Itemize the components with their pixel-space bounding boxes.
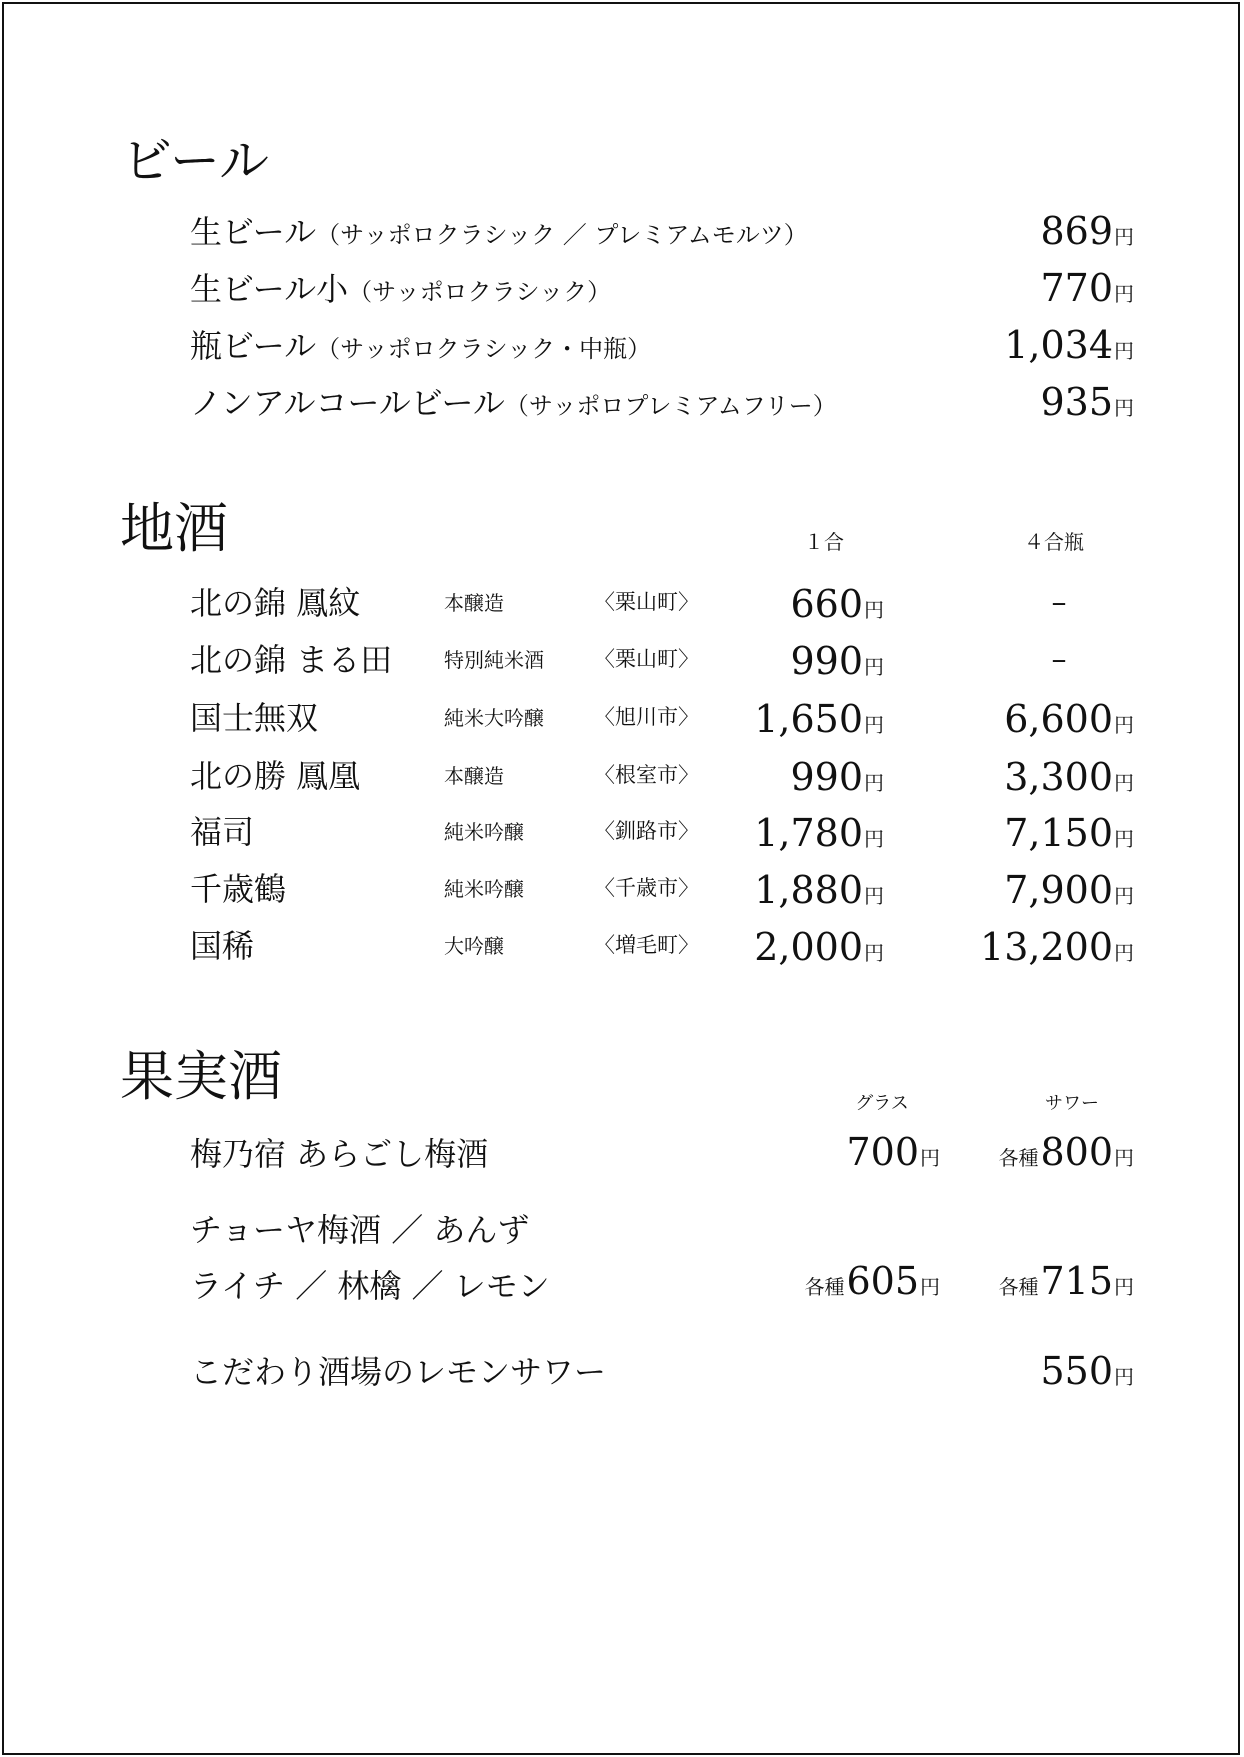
yen-unit: 円	[920, 1146, 940, 1170]
sake-item-grade: 大吟醸	[444, 934, 504, 958]
beer-item-note: （サッポロクラシック）	[348, 278, 612, 306]
sake-item-price-4go: –	[1051, 642, 1067, 677]
sake-item-origin: 〈根室市〉	[594, 763, 699, 787]
sake-item-grade: 純米大吟醸	[444, 706, 544, 730]
sake-item-grade: 本醸造	[444, 591, 504, 615]
yen-unit: 円	[1114, 1275, 1134, 1299]
sake-item-grade: 純米吟醸	[444, 877, 524, 901]
sake-item-grade: 特別純米酒	[444, 648, 544, 672]
sake-col-header-4go: ４合瓶	[1024, 530, 1084, 554]
yen-unit: 円	[1114, 282, 1134, 306]
sake-item-origin: 〈千歳市〉	[594, 876, 699, 900]
sake-item-grade: 本醸造	[444, 764, 504, 788]
yen-unit: 円	[1114, 1365, 1134, 1389]
yen-unit: 円	[864, 941, 884, 965]
yen-unit: 円	[1114, 396, 1134, 420]
sake-col-header-1go: １合	[804, 530, 844, 554]
fruit-item-price-sour: 各種800円	[998, 1130, 1134, 1174]
kind-label: 各種	[998, 1275, 1039, 1299]
yen-unit: 円	[1114, 827, 1134, 851]
sake-item-price-4go: 6,600円	[1004, 697, 1134, 741]
yen-unit: 円	[1114, 941, 1134, 965]
fruit-col-header-glass: グラス	[855, 1093, 909, 1114]
sake-section-title: 地酒	[120, 497, 228, 560]
fruit-item-name: 梅乃宿 あらごし梅酒	[190, 1135, 489, 1173]
beer-item-name: 生ビール小（サッポロクラシック）	[190, 270, 612, 308]
beer-item-price: 770円	[1040, 266, 1134, 310]
beer-item-note: （サッポロクラシック ／ プレミアムモルツ）	[316, 221, 808, 249]
fruit-item-price-glass: 700円	[846, 1130, 940, 1174]
sake-item-price-1go: 1,880円	[754, 868, 884, 912]
sake-item-name: 福司	[190, 813, 255, 851]
yen-unit: 円	[920, 1275, 940, 1299]
sake-item-name: 北の錦 まる田	[190, 641, 393, 679]
sake-item-price-4go: 3,300円	[1004, 755, 1134, 799]
sake-item-name: 千歳鶴	[190, 870, 287, 908]
beer-item-name: ノンアルコールビール（サッポロプレミアムフリー）	[190, 384, 837, 422]
sake-item-origin: 〈旭川市〉	[594, 705, 699, 729]
sake-item-price-1go: 660円	[790, 582, 884, 626]
fruit-item-price-sour: 各種715円	[998, 1259, 1134, 1303]
beer-item-note: （サッポロクラシック・中瓶）	[316, 335, 652, 363]
sake-item-name: 国稀	[190, 927, 255, 965]
sake-item-name: 国士無双	[190, 699, 319, 737]
yen-unit: 円	[864, 827, 884, 851]
fruit-item-name-line1: チョーヤ梅酒 ／ あんず	[190, 1211, 530, 1249]
beer-section-title: ビール	[122, 132, 269, 190]
fruit-item-name: こだわり酒場のレモンサワー	[190, 1353, 607, 1391]
yen-unit: 円	[864, 655, 884, 679]
yen-unit: 円	[864, 598, 884, 622]
sake-item-price-1go: 1,780円	[754, 811, 884, 855]
yen-unit: 円	[864, 713, 884, 737]
beer-item-price: 869円	[1040, 209, 1134, 253]
beer-item-price: 935円	[1040, 380, 1134, 424]
fruit-section-title: 果実酒	[120, 1045, 282, 1108]
yen-unit: 円	[864, 884, 884, 908]
sake-item-price-1go: 990円	[790, 639, 884, 683]
beer-item-price: 1,034円	[1004, 323, 1134, 367]
kind-label: 各種	[804, 1275, 845, 1299]
beer-item-name: 瓶ビール（サッポロクラシック・中瓶）	[190, 327, 652, 365]
sake-item-price-1go: 2,000円	[754, 925, 884, 969]
sake-item-grade: 純米吟醸	[444, 820, 524, 844]
fruit-item-name-line2: ライチ ／ 林檎 ／ レモン	[190, 1267, 550, 1305]
yen-unit: 円	[1114, 884, 1134, 908]
yen-unit: 円	[1114, 713, 1134, 737]
beer-item-note: （サッポロプレミアムフリー）	[504, 392, 837, 420]
beer-item-name: 生ビール（サッポロクラシック ／ プレミアムモルツ）	[190, 213, 808, 251]
fruit-item-price: 550円	[1040, 1349, 1134, 1393]
sake-item-name: 北の錦 鳳紋	[190, 584, 361, 622]
fruit-item-price-glass: 各種605円	[804, 1259, 940, 1303]
menu-page	[2, 2, 1240, 1755]
sake-item-price-4go: 7,150円	[1004, 811, 1134, 855]
sake-item-price-4go: 13,200円	[980, 925, 1134, 969]
yen-unit: 円	[1114, 1146, 1134, 1170]
yen-unit: 円	[1114, 225, 1134, 249]
sake-item-origin: 〈栗山町〉	[594, 647, 699, 671]
yen-unit: 円	[864, 771, 884, 795]
kind-label: 各種	[998, 1146, 1039, 1170]
sake-item-origin: 〈栗山町〉	[594, 590, 699, 614]
sake-item-price-1go: 1,650円	[754, 697, 884, 741]
sake-item-origin: 〈増毛町〉	[594, 933, 699, 957]
sake-item-price-1go: 990円	[790, 755, 884, 799]
yen-unit: 円	[1114, 771, 1134, 795]
fruit-col-header-sour: サワー	[1045, 1093, 1099, 1114]
yen-unit: 円	[1114, 339, 1134, 363]
sake-item-origin: 〈釧路市〉	[594, 819, 699, 843]
sake-item-price-4go: –	[1051, 585, 1067, 620]
sake-item-price-4go: 7,900円	[1004, 868, 1134, 912]
sake-item-name: 北の勝 鳳凰	[190, 757, 361, 795]
